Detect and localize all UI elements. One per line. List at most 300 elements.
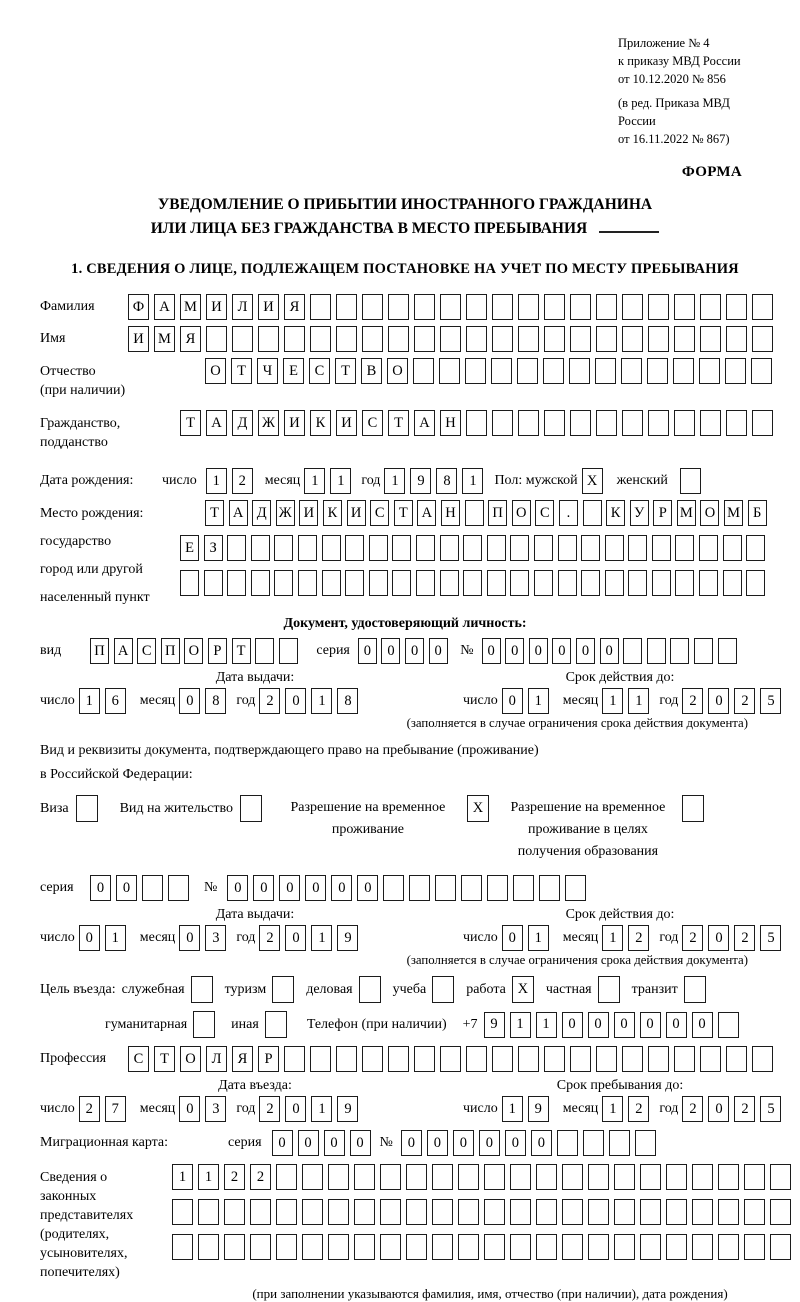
char-cell [440,294,461,320]
char-cell: 1 [602,688,623,714]
month-label: месяц [264,473,301,488]
char-cell: З [204,535,223,561]
char-cell: Я [232,1046,253,1072]
migration-card-number-cells [401,1130,661,1156]
char-cell [463,535,482,561]
char-cell: 0 [614,1012,635,1038]
char-cell: 1 [384,468,405,494]
representatives-labels [40,1164,172,1282]
char-cell: 1 [628,688,649,714]
char-cell [336,326,357,352]
birth-place-cells-row [180,535,771,561]
char-cell: Ж [276,500,295,526]
purpose-study-checkbox [432,976,454,1003]
char-cell [605,535,624,561]
phone-label: Телефон (при наличии) [306,1016,447,1032]
year-label: год [236,693,256,708]
char-cell [413,358,434,384]
char-cell [274,535,293,561]
birth-place-cells-row [180,570,771,596]
section-1-heading: 1. СВЕДЕНИЯ О ЛИЦЕ, ПОДЛЕЖАЩЕМ ПОСТАНОВКЕ НА УЧЕТ ПО МЕСТУ ПРЕБЫВАНИЯ [71,261,739,277]
char-cell [465,500,484,526]
char-cell [752,326,773,352]
birth-date-row [40,468,770,494]
char-cell [484,1199,505,1225]
char-cell [487,875,508,901]
char-cell: 1 [311,688,332,714]
char-cell [380,1234,401,1260]
char-cell: 0 [305,875,326,901]
purpose-private-checkbox [598,976,620,1003]
char-cell [648,326,669,352]
entry-date-headings [40,1078,770,1094]
month-label: месяц [139,693,176,708]
char-cell [746,570,765,596]
char-cell: Р [653,500,672,526]
char-cell: 0 [552,638,571,664]
representatives-rows [172,1164,796,1282]
char-cell [198,1199,219,1225]
given-name-label: Имя [40,331,66,346]
char-cell: 7 [105,1096,126,1122]
char-cell: 0 [692,1012,713,1038]
char-cell [666,1234,687,1260]
char-cell [487,535,506,561]
char-cell: 0 [285,688,306,714]
char-cell: А [229,500,248,526]
char-cell [369,570,388,596]
char-cell [362,1046,383,1072]
char-cell [510,1234,531,1260]
char-cell [409,875,430,901]
char-cell: 2 [259,688,280,714]
char-cell: 1 [311,925,332,951]
issue-year-cells [259,688,363,714]
char-cell [588,1199,609,1225]
char-cell [227,570,246,596]
char-cell [362,294,383,320]
char-cell: 0 [708,925,729,951]
char-cell [635,1130,656,1156]
char-cell: И [336,410,357,436]
char-cell [463,570,482,596]
char-cell [276,1164,297,1190]
identity-issue-date [40,688,425,714]
char-cell [674,326,695,352]
char-cell: 0 [429,638,448,664]
entry-date-heading: Дата въезда: [218,1078,292,1093]
representatives-label-line: Сведения о [40,1170,108,1185]
char-cell [440,326,461,352]
char-cell [328,1234,349,1260]
char-cell [544,326,565,352]
char-cell: 0 [531,1130,552,1156]
char-cell [666,1199,687,1225]
surname-cells [128,294,778,320]
char-cell: 2 [628,925,649,951]
char-cell: 0 [405,638,424,664]
char-cell [640,1164,661,1190]
char-cell [279,638,298,664]
residence-expiry-note: (заполняется в случае ограничения срока действия документа) [406,953,748,967]
char-cell [354,1164,375,1190]
char-cell [232,326,253,352]
birth-place-rows [180,500,771,612]
char-cell: А [114,638,133,664]
char-cell [569,358,590,384]
char-cell [723,570,742,596]
visa-checkbox [76,795,98,822]
char-cell: 0 [600,638,619,664]
char-cell: Е [283,358,304,384]
residence-doc-options [40,795,770,863]
char-cell [172,1234,193,1260]
char-cell: 0 [350,1130,371,1156]
birth-place-label: государство [40,534,112,549]
char-cell [565,875,586,901]
migration-card-label: Миграционная карта: [40,1135,169,1150]
char-cell: М [677,500,696,526]
char-cell: Я [180,326,201,352]
char-cell [180,570,199,596]
char-cell [536,1199,557,1225]
char-cell [276,1234,297,1260]
char-cell [744,1199,765,1225]
char-cell [558,535,577,561]
char-cell: 2 [682,1096,703,1122]
char-cell: О [387,358,408,384]
char-cell: 0 [285,925,306,951]
char-cell [458,1199,479,1225]
sex-label: Пол: мужской [494,473,578,488]
char-cell: 1 [462,468,483,494]
residence-expiry-date [425,925,786,951]
char-cell [513,875,534,901]
char-cell [432,1234,453,1260]
sex-male-label: мужской [525,473,578,488]
char-cell [726,410,747,436]
char-cell [692,1164,713,1190]
char-cell [380,1164,401,1190]
surname-label: Фамилия [40,299,95,314]
char-cell [614,1164,635,1190]
char-cell [746,535,765,561]
purpose-label: гуманитарная [105,1016,188,1032]
char-cell: 0 [116,875,137,901]
char-cell [648,410,669,436]
char-cell: М [154,326,175,352]
char-cell: 0 [331,875,352,901]
citizenship-row [40,410,770,452]
char-cell: 2 [232,468,253,494]
char-cell: Т [231,358,252,384]
char-cell: 0 [640,1012,661,1038]
char-cell [562,1199,583,1225]
char-cell: 1 [602,925,623,951]
char-cell: 0 [324,1130,345,1156]
char-cell: 0 [666,1012,687,1038]
char-cell [388,326,409,352]
char-cell: Р [258,1046,279,1072]
option-temp-residence [278,795,489,841]
char-cell: 1 [330,468,351,494]
char-cell: 0 [427,1130,448,1156]
birth-year-cells [384,468,488,494]
day-label: число [463,930,498,945]
char-cell: 1 [172,1164,193,1190]
purpose-work-checkbox: X [512,976,534,1003]
char-cell [491,358,512,384]
char-cell: 0 [562,1012,583,1038]
char-cell [168,875,189,901]
char-cell [674,410,695,436]
char-cell: 0 [576,638,595,664]
char-cell: Д [252,500,271,526]
sex-female-checkbox [680,468,701,494]
residence-dates-row [40,925,775,951]
issue-day-cells [79,688,131,714]
residence-permit-checkbox [240,795,262,822]
char-cell [439,358,460,384]
char-cell: 0 [253,875,274,901]
char-cell: О [184,638,203,664]
char-cell [621,358,642,384]
char-cell: Л [232,294,253,320]
char-cell [562,1234,583,1260]
char-cell: И [206,294,227,320]
char-cell [310,294,331,320]
char-cell [518,294,539,320]
expiry-month-cells [602,925,654,951]
identity-doc-kind-label: вид [40,643,62,658]
char-cell [518,410,539,436]
char-cell: П [90,638,109,664]
char-cell [622,1046,643,1072]
char-cell [302,1199,323,1225]
char-cell [718,1012,739,1038]
char-cell [581,570,600,596]
char-cell [492,410,513,436]
char-cell [570,410,591,436]
char-cell: Я [284,294,305,320]
option-label: Вид на жительство [119,801,233,816]
surname-row [40,294,770,320]
char-cell: О [700,500,719,526]
patronymic-label: Отчество (при наличии) [40,364,126,398]
expiry-date-heading: Срок действия до: [565,907,675,922]
char-cell: Ч [257,358,278,384]
char-cell [692,1199,713,1225]
char-cell: А [206,410,227,436]
char-cell [570,1046,591,1072]
char-cell: 2 [250,1164,271,1190]
char-cell [596,326,617,352]
day-label: число [40,1101,75,1116]
char-cell [518,326,539,352]
char-cell [596,410,617,436]
char-cell [570,294,591,320]
char-cell [284,1046,305,1072]
month-label: месяц [139,1101,176,1116]
appendix-line: к приказу МВД России [618,54,741,68]
char-cell: Ф [128,294,149,320]
char-cell: 1 [536,1012,557,1038]
char-cell: 2 [259,925,280,951]
char-cell [570,326,591,352]
char-cell: Т [205,500,224,526]
char-cell: 0 [90,875,111,901]
entry-purpose-label: Цель въезда: [40,981,116,997]
char-cell [770,1164,791,1190]
char-cell: Н [440,410,461,436]
char-cell: 0 [279,875,300,901]
char-cell [596,1046,617,1072]
char-cell [726,1046,747,1072]
char-cell: И [258,294,279,320]
residence-issue-date [40,925,425,951]
given-name-row [40,326,770,352]
residence-series-cells [90,875,194,901]
char-cell: И [299,500,318,526]
char-cell: 1 [528,688,549,714]
char-cell: 0 [708,1096,729,1122]
char-cell: О [205,358,226,384]
issue-month-cells [179,688,231,714]
char-cell [466,1046,487,1072]
char-cell: 0 [179,925,200,951]
expiry-year-cells [682,688,786,714]
expiry-month-cells [602,688,654,714]
char-cell [466,410,487,436]
char-cell [198,1234,219,1260]
char-cell: 9 [528,1096,549,1122]
char-cell: . [559,500,578,526]
char-cell [406,1164,427,1190]
char-cell [458,1164,479,1190]
birth-day-cells [206,468,258,494]
char-cell: 0 [79,925,100,951]
char-cell: 8 [436,468,457,494]
char-cell: Д [232,410,253,436]
char-cell [544,410,565,436]
char-cell: А [417,500,436,526]
char-cell [694,638,713,664]
representatives-cells-row [172,1199,796,1225]
char-cell: С [309,358,330,384]
char-cell: 1 [304,468,325,494]
char-cell: 2 [734,925,755,951]
issue-date-heading: Дата выдачи: [215,907,295,922]
char-cell [458,1234,479,1260]
entry-dates-row [40,1096,775,1122]
char-cell: 0 [179,1096,200,1122]
identity-doc-row [40,638,770,664]
char-cell [492,294,513,320]
option-residence-permit [120,795,262,822]
char-cell [692,1234,713,1260]
purpose-label: деловая [306,981,353,997]
document-title [40,193,770,241]
char-cell: 2 [682,688,703,714]
char-cell [770,1199,791,1225]
char-cell [354,1199,375,1225]
char-cell: Н [441,500,460,526]
option-temp-residence-education [503,795,704,863]
char-cell [557,1130,578,1156]
purpose-label: туризм [224,981,267,997]
appendix-revision-line: от 16.11.2022 № 867) [618,132,730,146]
char-cell [718,1164,739,1190]
char-cell [310,1046,331,1072]
purpose-tourism-checkbox [272,976,294,1003]
char-cell [487,570,506,596]
char-cell [414,294,435,320]
char-cell [675,535,694,561]
char-cell [440,570,459,596]
representatives-label-line: (родителях, [40,1227,110,1242]
char-cell: Т [232,638,251,664]
char-cell: 8 [205,688,226,714]
option-label: Разрешение на временное проживание [290,800,446,837]
citizenship-cells [180,410,778,436]
char-cell [675,570,694,596]
char-cell [251,570,270,596]
profession-label: Профессия [40,1051,107,1066]
option-label: Виза [40,801,69,816]
char-cell [674,1046,695,1072]
char-cell [328,1199,349,1225]
char-cell: 1 [311,1096,332,1122]
temp-residence-checkbox: X [467,795,489,822]
char-cell [383,875,404,901]
expiry-year-cells [682,925,786,951]
char-cell [596,294,617,320]
purpose-label: работа [466,981,506,997]
representatives-block [40,1164,770,1282]
patronymic-cells [205,358,777,384]
char-cell: А [414,410,435,436]
char-cell [345,570,364,596]
char-cell [588,1234,609,1260]
char-cell: 1 [502,1096,523,1122]
representatives-cells-row [172,1164,796,1190]
purpose-label: транзит [631,981,678,997]
char-cell [543,358,564,384]
day-label: число [463,693,498,708]
char-cell [622,410,643,436]
profession-row [40,1046,770,1072]
char-cell [414,1046,435,1072]
series-label: серия [316,643,350,658]
char-cell: 1 [602,1096,623,1122]
representatives-label-line: законных [40,1189,97,1204]
year-label: год [659,693,679,708]
char-cell [250,1199,271,1225]
form-label: ФОРМА [681,164,742,180]
number-label: № [460,643,474,658]
char-cell [322,535,341,561]
char-cell [406,1199,427,1225]
char-cell [392,535,411,561]
char-cell: О [180,1046,201,1072]
char-cell: 9 [410,468,431,494]
char-cell [250,1234,271,1260]
appendix-reference [618,34,770,148]
phone-cells [484,1012,744,1038]
char-cell [640,1199,661,1225]
char-cell: Р [208,638,227,664]
char-cell: К [606,500,625,526]
